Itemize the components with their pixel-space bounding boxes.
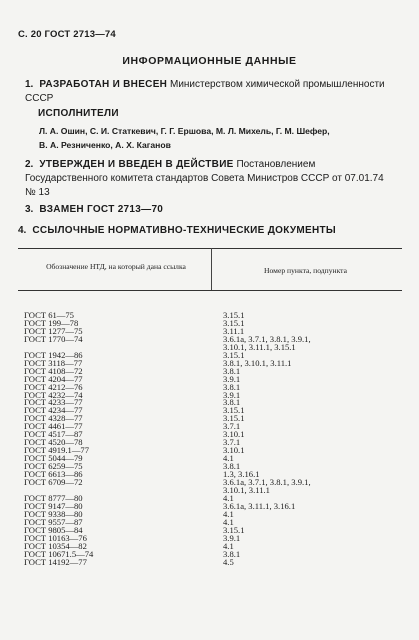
- section-number: 3.: [25, 204, 34, 215]
- cell-clause: 3.15.1: [223, 405, 245, 416]
- section-heading: РАЗРАБОТАН И ВНЕСЕН: [39, 79, 168, 90]
- cell-clause: 3.15.1: [223, 310, 245, 320]
- cell-document: ГОСТ 4520—78: [24, 437, 83, 448]
- section-heading: ВЗАМЕН ГОСТ 2713—70: [39, 204, 164, 215]
- cell-clause: 4.1: [223, 492, 234, 503]
- cell-document: ГОСТ 4328—77: [24, 413, 83, 424]
- cell-document: ГОСТ 8777—80: [24, 492, 83, 503]
- cell-document: ГОСТ 9557—87: [24, 516, 83, 527]
- cell-clause: 3.8.1, 3.10.1, 3.11.1: [223, 357, 292, 368]
- cell-clause: 1.3, 3.16.1: [223, 469, 260, 480]
- section-number: 1.: [25, 79, 34, 90]
- table-header-clause: Номер пункта, подпункта: [264, 266, 347, 275]
- cell-document: ГОСТ 10354—82: [24, 540, 87, 551]
- cell-document: ГОСТ 9338—80: [24, 508, 83, 519]
- page-header: С. 20 ГОСТ 2713—74: [18, 29, 116, 40]
- cell-document: ГОСТ 6259—75: [24, 461, 83, 472]
- cell-document: ГОСТ 4461—77: [24, 421, 83, 432]
- cell-clause: 4.1: [223, 540, 234, 551]
- cell-document: ГОСТ 14192—77: [24, 556, 87, 567]
- section-text: Постановлением Государственного комитета стандартов Совета Министров СССР от 07.01.74 № 13: [25, 159, 384, 198]
- cell-document: ГОСТ 1770—74: [24, 333, 83, 344]
- executors-heading: ИСПОЛНИТЕЛИ: [38, 108, 119, 119]
- cell-document: ГОСТ 4204—77: [24, 373, 83, 384]
- cell-document: ГОСТ 9805—84: [24, 524, 83, 535]
- page-title: ИНФОРМАЦИОННЫЕ ДАННЫЕ: [122, 55, 297, 67]
- cell-clause: 3.9.1: [223, 373, 241, 384]
- cell-clause: 4.5: [223, 556, 234, 567]
- cell-clause: 3.7.1: [223, 437, 241, 448]
- cell-clause: 3.6.1а, 3.11.1, 3.16.1: [223, 500, 296, 511]
- cell-clause: 3.7.1: [223, 421, 241, 432]
- cell-clause: 4.1: [223, 508, 234, 519]
- cell-document: ГОСТ 3118—77: [24, 357, 83, 368]
- cell-clause: 3.15.1: [223, 317, 245, 328]
- section-number: 4.: [18, 225, 27, 236]
- cell-document: ГОСТ 199—78: [24, 317, 79, 328]
- cell-document: ГОСТ 4232—74: [24, 389, 83, 400]
- cell-document: ГОСТ 6613—86: [24, 469, 83, 480]
- cell-clause: 3.11.1: [223, 325, 245, 336]
- table-header-document: Обозначение НТД, на который дана ссылка: [46, 262, 186, 271]
- cell-clause: 3.10.1: [223, 429, 245, 440]
- table-body: [18, 312, 402, 567]
- section-2: [25, 158, 397, 200]
- cell-clause: 3.6.1а, 3.7.1, 3.8.1, 3.9.1,: [223, 333, 311, 344]
- cell-document: ГОСТ 61—75: [24, 310, 74, 320]
- section-4: [18, 224, 408, 238]
- cell-clause: 3.8.1: [223, 397, 241, 408]
- cell-clause: 4.1: [223, 453, 234, 464]
- cell-clause: 3.8.1: [223, 461, 241, 472]
- cell-document: ГОСТ 4212—76: [24, 381, 83, 392]
- cell-clause: 3.15.1: [223, 413, 245, 424]
- cell-document: ГОСТ 4234—77: [24, 405, 83, 416]
- section-number: 2.: [25, 159, 34, 170]
- section-1: [25, 78, 397, 106]
- cell-document: ГОСТ 1277—75: [24, 325, 83, 336]
- cell-clause: 3.10.1: [223, 445, 245, 456]
- table-row: [18, 556, 402, 567]
- section-3: [25, 203, 397, 217]
- cell-clause: 3.8.1: [223, 548, 241, 559]
- cell-document: ГОСТ 10163—76: [24, 532, 87, 543]
- cell-document: ГОСТ 4517—87: [24, 429, 83, 440]
- cell-document: ГОСТ 10671.5—74: [24, 548, 94, 559]
- cell-clause: 3.9.1: [223, 532, 241, 543]
- table-column-divider: [211, 248, 212, 290]
- table-top-rule: [18, 248, 402, 249]
- cell-clause: 3.15.1: [223, 524, 245, 535]
- cell-document: ГОСТ 5044—79: [24, 453, 83, 464]
- cell-document: ГОСТ 4233—77: [24, 397, 83, 408]
- cell-clause: 4.1: [223, 516, 234, 527]
- cell-document: ГОСТ 4919.1—77: [24, 445, 90, 456]
- section-heading: ССЫЛОЧНЫЕ НОРМАТИВНО-ТЕХНИЧЕСКИЕ ДОКУМЕНТЫ: [32, 225, 337, 236]
- cell-clause: 3.10.1, 3.11.1, 3.15.1: [223, 341, 296, 352]
- cell-clause: 3.8.1: [223, 381, 241, 392]
- table-row: [18, 333, 402, 344]
- cell-document: ГОСТ 4108—72: [24, 365, 83, 376]
- section-heading: УТВЕРЖДЕН И ВВЕДЕН В ДЕЙСТВИЕ: [39, 159, 234, 170]
- cell-clause: 3.10.1, 3.11.1: [223, 484, 270, 495]
- cell-document: ГОСТ 1942—86: [24, 349, 83, 360]
- cell-document: ГОСТ 9147—80: [24, 500, 83, 511]
- cell-clause: 3.8.1: [223, 365, 241, 376]
- table-row: [18, 479, 402, 487]
- cell-clause: 3.15.1: [223, 349, 245, 360]
- section-text: Министерством химической промышленности СССР: [25, 79, 385, 104]
- cell-clause: 3.9.1: [223, 389, 241, 400]
- table-header-rule: [18, 290, 402, 291]
- executors-line-1: Л. А. Ошин, С. И. Статкевич, Г. Г. Ершова, М. Л. Михель, Г. М. Шефер,: [39, 126, 330, 136]
- executors-line-2: В. А. Резниченко, А. Х. Каганов: [39, 140, 171, 150]
- cell-document: ГОСТ 6709—72: [24, 477, 83, 488]
- cell-clause: 3.6.1а, 3.7.1, 3.8.1, 3.9.1,: [223, 477, 311, 488]
